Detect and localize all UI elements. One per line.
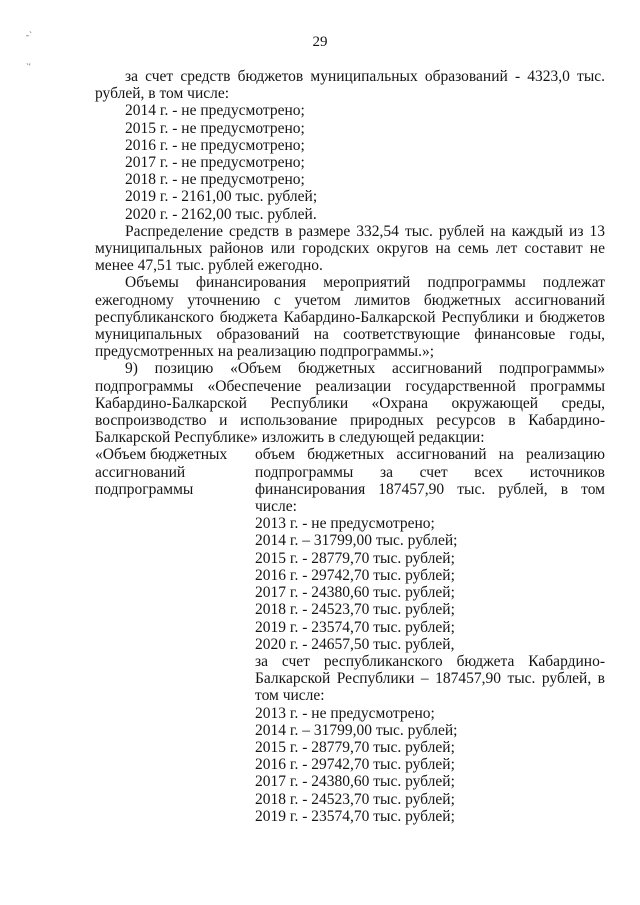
page-number: 29 xyxy=(312,34,328,50)
text-line: Распределение средств в размере 332,54 тыс. рублей на каждый из 13 xyxy=(125,222,605,240)
text-line: Объемы финансирования мероприятий подпрограммы подлежат xyxy=(125,274,605,292)
list-item: 2016 г. - 29742,70 тыс. рублей; xyxy=(255,756,455,774)
text-line: том числе: xyxy=(255,687,325,705)
text-line: менее 47,51 тыс. рублей ежегодно. xyxy=(95,257,323,275)
list-item: 2014 г. – 31799,00 тыс. рублей; xyxy=(255,532,458,550)
text-line: числе: xyxy=(255,498,297,516)
text-line: подпрограммы xyxy=(95,480,194,498)
list-item: 2019 г. - 2161,00 тыс. рублей; xyxy=(125,188,318,206)
list-item: 2020 г. - 2162,00 тыс. рублей. xyxy=(125,205,317,223)
list-item: 2017 г. - не предусмотрено; xyxy=(125,154,305,172)
list-item: 2015 г. - 28779,70 тыс. рублей; xyxy=(255,738,455,756)
list-item: 2014 г. – 31799,00 тыс. рублей; xyxy=(255,721,458,739)
list-item: 2014 г. - не предусмотрено; xyxy=(125,102,305,120)
scan-mark-1: -` xyxy=(26,30,32,40)
table-value-cell xyxy=(255,446,605,824)
list-item: 2013 г. - не предусмотрено; xyxy=(255,515,435,533)
document-body xyxy=(95,68,605,825)
budget-allocation-table xyxy=(95,446,605,824)
scan-mark-2: `' xyxy=(26,62,31,72)
list-item: 2013 г. - не предусмотрено; xyxy=(255,704,435,722)
text-line: муниципальных образований на соответствующие финансовые годы, xyxy=(95,326,605,344)
text-line: предусмотренных на реализацию подпрограммы.»; xyxy=(95,343,435,361)
text-line: за счет республиканского бюджета Кабардино- xyxy=(255,652,605,670)
list-item: 2015 г. - не предусмотрено; xyxy=(125,119,305,137)
list-item: 2018 г. - не предусмотрено; xyxy=(125,171,305,189)
text-line: 9) позицию «Объем бюджетных ассигнований подпрограммы» xyxy=(125,360,605,378)
text-line: объем бюджетных ассигнований на реализацию xyxy=(255,446,605,464)
list-item: 2018 г. - 24523,70 тыс. рублей; xyxy=(255,790,455,808)
distribution-paragraph xyxy=(95,223,605,275)
list-item: 2019 г. - 23574,70 тыс. рублей; xyxy=(255,618,455,636)
table-label-cell xyxy=(95,446,245,498)
text-line: финансирования 187457,90 тыс. рублей, в том xyxy=(255,480,605,498)
text-line: ежегодному уточнению с учетом лимитов бюджетных ассигнований xyxy=(95,291,605,309)
list-item: 2017 г. - 24380,60 тыс. рублей; xyxy=(255,584,455,602)
list-item: 2017 г. - 24380,60 тыс. рублей; xyxy=(255,773,455,791)
text-line: республиканского бюджета Кабардино-Балкарской Республики и бюджетов xyxy=(95,308,605,326)
text-line: «Объем бюджетных xyxy=(95,446,228,464)
municipal-years-list xyxy=(95,102,605,222)
text-line: муниципальных районов или городских округов на семь лет составит не xyxy=(95,240,605,258)
text-line: Балкарской Республике» изложить в следующей редакции: xyxy=(95,429,485,447)
municipal-budget-paragraph xyxy=(95,68,605,102)
list-item: 2016 г. - не предусмотрено; xyxy=(125,136,305,154)
list-item: 2020 г. - 24657,50 тыс. рублей, xyxy=(255,635,455,653)
text-line: за счет средств бюджетов муниципальных образований - 4323,0 тыс. xyxy=(125,68,605,85)
text-line: подпрограммы «Обеспечение реализации государственной программы xyxy=(95,377,605,395)
list-item: 2015 г. - 28779,70 тыс. рублей; xyxy=(255,549,455,567)
item-9-paragraph xyxy=(95,360,605,446)
text-line: воспроизводство и использование природных ресурсов в Кабардино- xyxy=(95,412,605,430)
text-line: ассигнований xyxy=(95,463,186,481)
volumes-paragraph xyxy=(95,274,605,360)
list-item: 2016 г. - 29742,70 тыс. рублей; xyxy=(255,566,455,584)
list-item: 2019 г. - 23574,70 тыс. рублей; xyxy=(255,807,455,825)
text-line: Кабардино-Балкарской Республики «Охрана окружающей среды, xyxy=(95,394,605,412)
text-line: подпрограммы за счет всех источников xyxy=(255,463,605,481)
text-line: рублей, в том числе: xyxy=(95,85,230,103)
text-line: Балкарской Республики – 187457,90 тыс. рублей, в xyxy=(255,670,605,688)
list-item: 2018 г. - 24523,70 тыс. рублей; xyxy=(255,601,455,619)
